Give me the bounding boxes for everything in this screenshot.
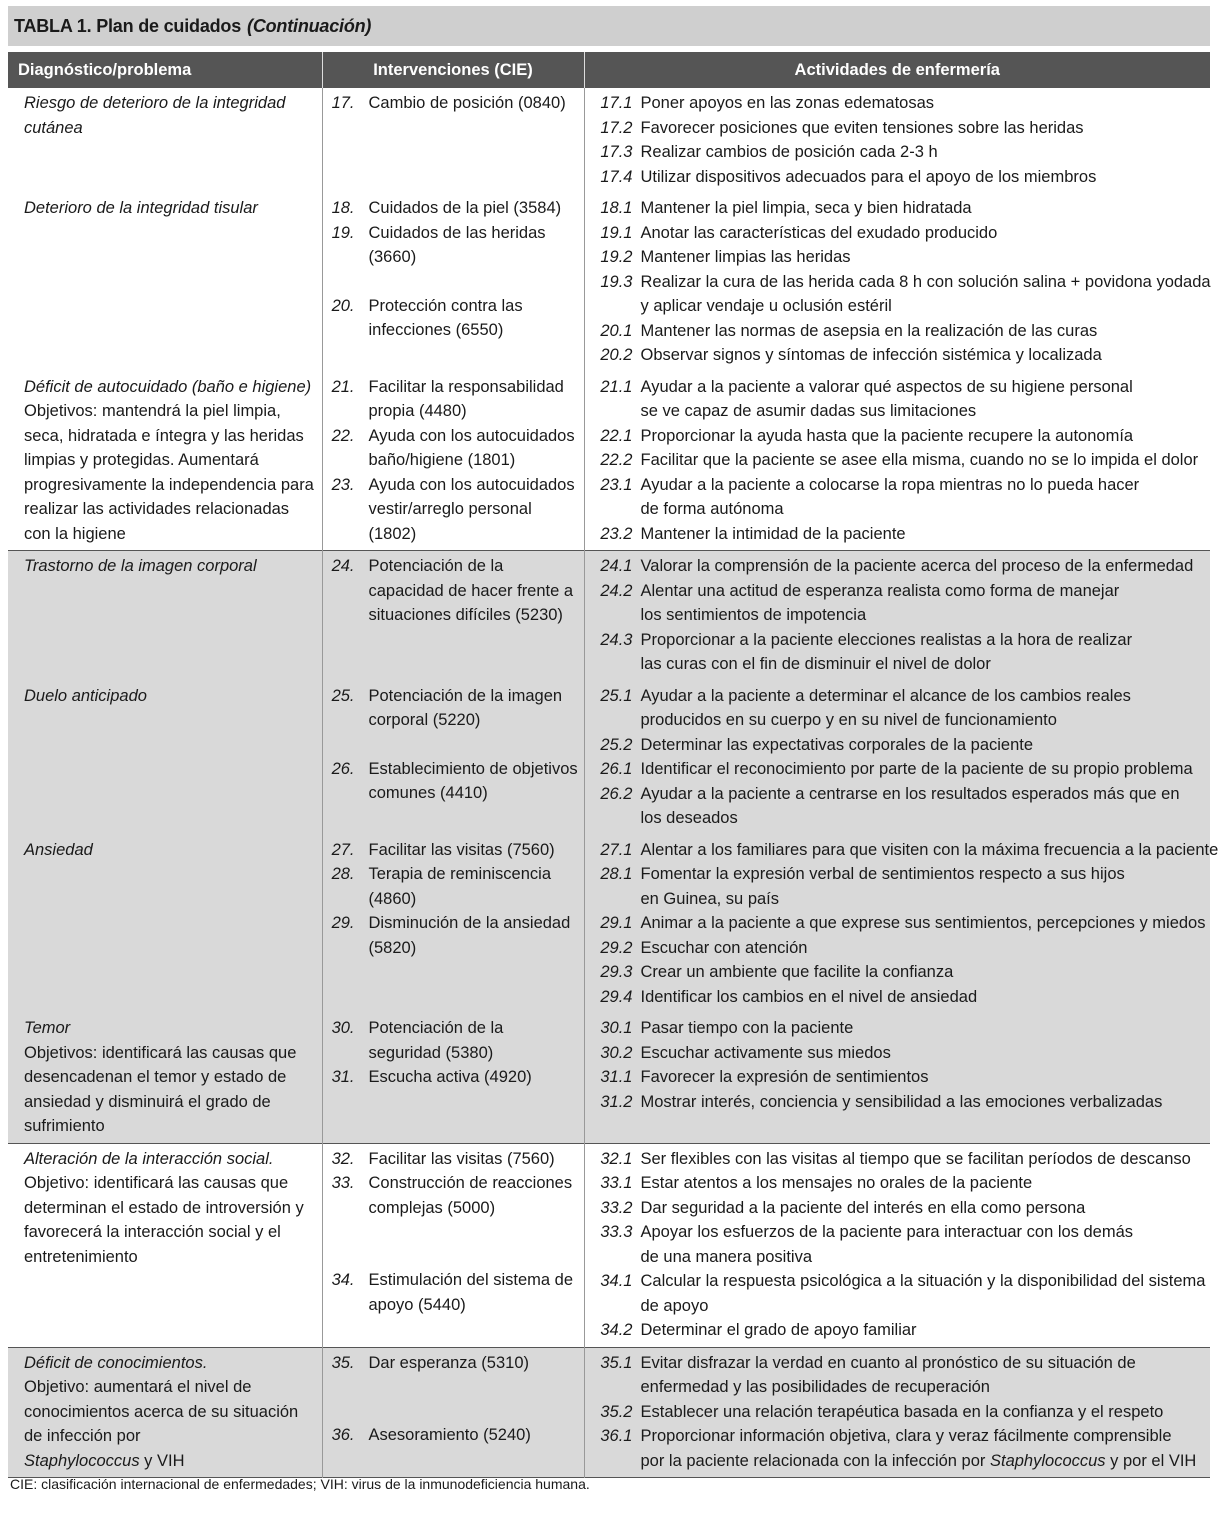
diagnosis-name: Alteración de la interacción social. bbox=[24, 1149, 274, 1168]
activity-item: 17.2 Favorecer posiciones que eviten tensiones sobre las heridas bbox=[600, 118, 1084, 137]
interventions-cell bbox=[322, 551, 584, 681]
diagnosis-cell bbox=[8, 551, 322, 681]
activity-item: 23.1 Ayudar a la paciente a colocarse la ropa mientras no lo pueda hacer bbox=[600, 475, 1140, 494]
intervention-item: 26. Establecimiento de objetivos comunes (4410) bbox=[331, 759, 578, 802]
activity-item: 24.3 Proporcionar a la paciente elecciones realistas a la hora de realizar bbox=[600, 630, 1133, 649]
interventions-cell bbox=[322, 372, 584, 551]
intervention-item: 18. Cuidados de la piel (3584) bbox=[331, 199, 562, 217]
interventions-cell bbox=[322, 835, 584, 1014]
activities-cell bbox=[584, 372, 1210, 551]
activity-item: 26.1 Identificar el reconocimiento por parte de la paciente de su propio problema bbox=[600, 760, 1193, 778]
table-row bbox=[8, 372, 1210, 551]
activity-item: 33.3 Apoyar los esfuerzos de la paciente para interactuar con los demás bbox=[600, 1223, 1134, 1241]
diagnosis-objective: Objetivos: identificará las causas que desencadenan el temor y estado de ansiedad y disminuirá el grado de sufrimiento bbox=[24, 1043, 297, 1135]
diagnosis-cell bbox=[8, 88, 322, 193]
intervention-item: 21. Facilitar la responsabilidad propia (4480) bbox=[331, 377, 564, 420]
intervention-item: 34. Estimulación del sistema de apoyo (5440) bbox=[331, 1271, 574, 1314]
activity-item: 18.1 Mantener la piel limpia, seca y bien hidratada bbox=[600, 199, 972, 217]
activity-item: 25.2 Determinar las expectativas corporales de la paciente bbox=[600, 735, 1034, 754]
interventions-cell bbox=[322, 681, 584, 835]
intervention-item: 20. Protección contra las infecciones (6550) bbox=[331, 296, 523, 339]
diagnosis-name: Déficit de conocimientos. bbox=[24, 1353, 208, 1372]
header-interventions: Intervenciones (CIE) bbox=[322, 52, 584, 88]
interventions-cell bbox=[322, 193, 584, 372]
activity-item: 28.1 Fomentar la expresión verbal de sentimientos respecto a sus hijos bbox=[600, 865, 1125, 883]
activities-cell bbox=[584, 1013, 1210, 1143]
activity-item: en Guinea, su país bbox=[640, 889, 780, 908]
table-row bbox=[8, 551, 1210, 681]
activity-item: 26.2 Ayudar a la paciente a centrarse en los resultados esperados más que en bbox=[600, 784, 1180, 803]
activity-item: 29.3 Crear un ambiente que facilite la confianza bbox=[600, 963, 954, 981]
table-row bbox=[8, 1013, 1210, 1143]
diagnosis-cell bbox=[8, 835, 322, 1014]
intervention-item: 25. Potenciación de la imagen corporal (5220) bbox=[331, 686, 563, 729]
activity-item: 31.1 Favorecer la expresión de sentimientos bbox=[600, 1068, 929, 1086]
table-row bbox=[8, 1143, 1210, 1347]
activity-item: 35.2 Establecer una relación terapéutica basada en la confianza y el respeto bbox=[600, 1402, 1164, 1421]
activities-cell bbox=[584, 1347, 1210, 1478]
diagnosis-objective: Objetivos: mantendrá la piel limpia, seca, hidratada e íntegra y las heridas limpias y protegidas. Aumentará progresivamente la independencia para realizar las actividades relacionadas con la higiene bbox=[24, 402, 314, 543]
diagnosis-cell bbox=[8, 1143, 322, 1347]
activity-item: enfermedad y las posibilidades de recuperación bbox=[640, 1378, 990, 1396]
activity-item: 17.4 Utilizar dispositivos adecuados para el apoyo de los miembros bbox=[600, 167, 1097, 186]
diagnosis-cell bbox=[8, 1347, 322, 1478]
activity-item: los sentimientos de impotencia bbox=[640, 606, 867, 624]
table-title-label: TABLA 1. Plan de cuidados bbox=[14, 15, 242, 36]
activity-item: las curas con el fin de disminuir el nivel de dolor bbox=[640, 655, 991, 673]
activity-item: 32.1 Ser flexibles con las visitas al tiempo que se facilitan períodos de descanso bbox=[600, 1149, 1191, 1168]
intervention-item: 30. Potenciación de la seguridad (5380) bbox=[331, 1019, 504, 1062]
activity-item: 23.2 Mantener la intimidad de la paciente bbox=[600, 524, 906, 543]
activity-item: y aplicar vendaje u oclusión estéril bbox=[640, 297, 892, 315]
intervention-item: 31. Escucha activa (4920) bbox=[331, 1068, 532, 1086]
activity-item: 24.1 Valorar la comprensión de la paciente acerca del proceso de la enfermedad bbox=[600, 557, 1194, 575]
activity-item: 22.1 Proporcionar la ayuda hasta que la paciente recupere la autonomía bbox=[600, 426, 1134, 445]
activity-item: 33.2 Dar seguridad a la paciente del interés en ella como persona bbox=[600, 1198, 1086, 1217]
diagnosis-name: Duelo anticipado bbox=[24, 686, 147, 705]
table-row bbox=[8, 193, 1210, 372]
activity-item: se ve capaz de asumir dadas sus limitaciones bbox=[640, 402, 977, 420]
activity-item: 29.1 Animar a la paciente a que exprese sus sentimientos, percepciones y miedos bbox=[600, 914, 1206, 932]
intervention-item: 24. Potenciación de la capacidad de hacer frente a situaciones difíciles (5230) bbox=[331, 557, 574, 624]
diagnosis-name: Deterioro de la integridad tisular bbox=[24, 199, 258, 217]
activity-item: 30.2 Escuchar activamente sus miedos bbox=[600, 1043, 891, 1062]
intervention-item: 19. Cuidados de las heridas (3660) bbox=[331, 223, 546, 266]
activity-item: 20.1 Mantener las normas de asepsia en la realización de las curas bbox=[600, 321, 1098, 340]
interventions-cell bbox=[322, 1347, 584, 1478]
intervention-item: 23. Ayuda con los autocuidados vestir/arreglo personal (1802) bbox=[331, 475, 575, 543]
activity-item: 31.2 Mostrar interés, conciencia y sensibilidad a las emociones verbalizadas bbox=[600, 1092, 1163, 1111]
diagnosis-cell bbox=[8, 1013, 322, 1143]
intervention-item: 33. Construcción de reacciones complejas (5000) bbox=[331, 1174, 573, 1217]
intervention-item: 32. Facilitar las visitas (7560) bbox=[331, 1149, 555, 1168]
interventions-cell bbox=[322, 1013, 584, 1143]
activity-item: de apoyo bbox=[640, 1296, 709, 1315]
activity-item: 35.1 Evitar disfrazar la verdad en cuanto al pronóstico de su situación de bbox=[600, 1353, 1136, 1372]
activity-item: 19.3 Realizar la cura de las herida cada 8 h con solución salina + povidona yodada bbox=[600, 272, 1211, 291]
table-footnote: CIE: clasificación internacional de enfermedades; VIH: virus de la inmunodeficiencia humana. bbox=[10, 1476, 590, 1492]
activities-cell bbox=[584, 1143, 1210, 1347]
activity-item: de una manera positiva bbox=[640, 1247, 813, 1266]
activities-cell bbox=[584, 551, 1210, 681]
interventions-cell bbox=[322, 88, 584, 193]
activity-item: 29.2 Escuchar con atención bbox=[600, 938, 808, 957]
activity-item: 20.2 Observar signos y síntomas de infección sistémica y localizada bbox=[600, 346, 1102, 364]
activity-item: 19.2 Mantener limpias las heridas bbox=[600, 248, 851, 266]
care-plan-table bbox=[8, 52, 1219, 1478]
activities-cell bbox=[584, 681, 1210, 835]
intervention-item: 27. Facilitar las visitas (7560) bbox=[331, 840, 555, 859]
intervention-item: 22. Ayuda con los autocuidados baño/higiene (1801) bbox=[331, 426, 575, 469]
table-title bbox=[8, 6, 1210, 46]
diagnosis-cell bbox=[8, 681, 322, 835]
diagnosis-name: Trastorno de la imagen corporal bbox=[24, 557, 257, 575]
header-row bbox=[8, 52, 1210, 88]
diagnosis-name: Ansiedad bbox=[24, 840, 93, 859]
diagnosis-objective: Objetivo: identificará las causas que determinan el estado de introversión y favorecerá la interacción social y el entretenimiento bbox=[24, 1174, 304, 1266]
activity-item: 36.1 Proporcionar información objetiva, clara y veraz fácilmente comprensible bbox=[600, 1427, 1172, 1445]
activity-item: 24.2 Alentar una actitud de esperanza realista como forma de manejar bbox=[600, 581, 1120, 600]
table-title-continuation: (Continuación) bbox=[247, 15, 372, 36]
activity-item: 17.3 Realizar cambios de posición cada 2-3 h bbox=[600, 143, 938, 161]
activity-item: 34.1 Calcular la respuesta psicológica a la situación y la disponibilidad del sistema bbox=[600, 1272, 1206, 1290]
activity-item: 30.1 Pasar tiempo con la paciente bbox=[600, 1019, 854, 1037]
diagnosis-name: Déficit de autocuidado (baño e higiene) bbox=[24, 377, 312, 396]
table-row bbox=[8, 681, 1210, 835]
activity-item: producidos en su cuerpo y en su nivel de funcionamiento bbox=[640, 711, 1057, 729]
activities-cell bbox=[584, 835, 1219, 1014]
activity-item: 34.2 Determinar el grado de apoyo familiar bbox=[600, 1321, 917, 1339]
header-diagnosis: Diagnóstico/problema bbox=[8, 52, 322, 88]
activities-cell bbox=[584, 193, 1210, 372]
activity-item: los deseados bbox=[640, 809, 738, 827]
header-activities: Actividades de enfermería bbox=[584, 52, 1210, 88]
interventions-cell bbox=[322, 1143, 584, 1347]
activity-item: por la paciente relacionada con la infección por Staphylococcus y por el VIH bbox=[640, 1451, 1197, 1470]
intervention-item: 36. Asesoramiento (5240) bbox=[331, 1426, 531, 1444]
intervention-item: 17. Cambio de posición (0840) bbox=[331, 94, 566, 112]
diagnosis-name: Riesgo de deterioro de la integridad cutánea bbox=[24, 94, 286, 137]
diagnosis-cell bbox=[8, 372, 322, 551]
activity-item: 17.1 Poner apoyos en las zonas edematosas bbox=[600, 94, 935, 112]
diagnosis-cell bbox=[8, 193, 322, 372]
activity-item: de forma autónoma bbox=[640, 500, 784, 518]
activity-item: 21.1 Ayudar a la paciente a valorar qué aspectos de su higiene personal bbox=[600, 377, 1133, 396]
intervention-item: 28. Terapia de reminiscencia (4860) bbox=[331, 865, 552, 908]
diagnosis-objective: Objetivo: aumentará el nivel de conocimientos acerca de su situación de infección por Staphylococcus y VIH bbox=[24, 1378, 299, 1470]
diagnosis-name: Temor bbox=[24, 1019, 71, 1037]
activity-item: 29.4 Identificar los cambios en el nivel de ansiedad bbox=[600, 987, 978, 1006]
intervention-item: 35. Dar esperanza (5310) bbox=[331, 1353, 530, 1372]
activity-item: 27.1 Alentar a los familiares para que visiten con la máxima frecuencia a la paciente bbox=[600, 840, 1219, 859]
table-row bbox=[8, 1347, 1210, 1478]
activity-item: 22.2 Facilitar que la paciente se asee ella misma, cuando no se lo impida el dolor bbox=[600, 451, 1199, 469]
table-row bbox=[8, 835, 1210, 1014]
activity-item: 33.1 Estar atentos a los mensajes no orales de la paciente bbox=[600, 1174, 1033, 1192]
table-row bbox=[8, 88, 1210, 193]
intervention-item: 29. Disminución de la ansiedad (5820) bbox=[331, 914, 571, 957]
activities-cell bbox=[584, 88, 1210, 193]
activity-item: 25.1 Ayudar a la paciente a determinar el alcance de los cambios reales bbox=[600, 686, 1131, 705]
activity-item: 19.1 Anotar las características del exudado producido bbox=[600, 223, 998, 242]
